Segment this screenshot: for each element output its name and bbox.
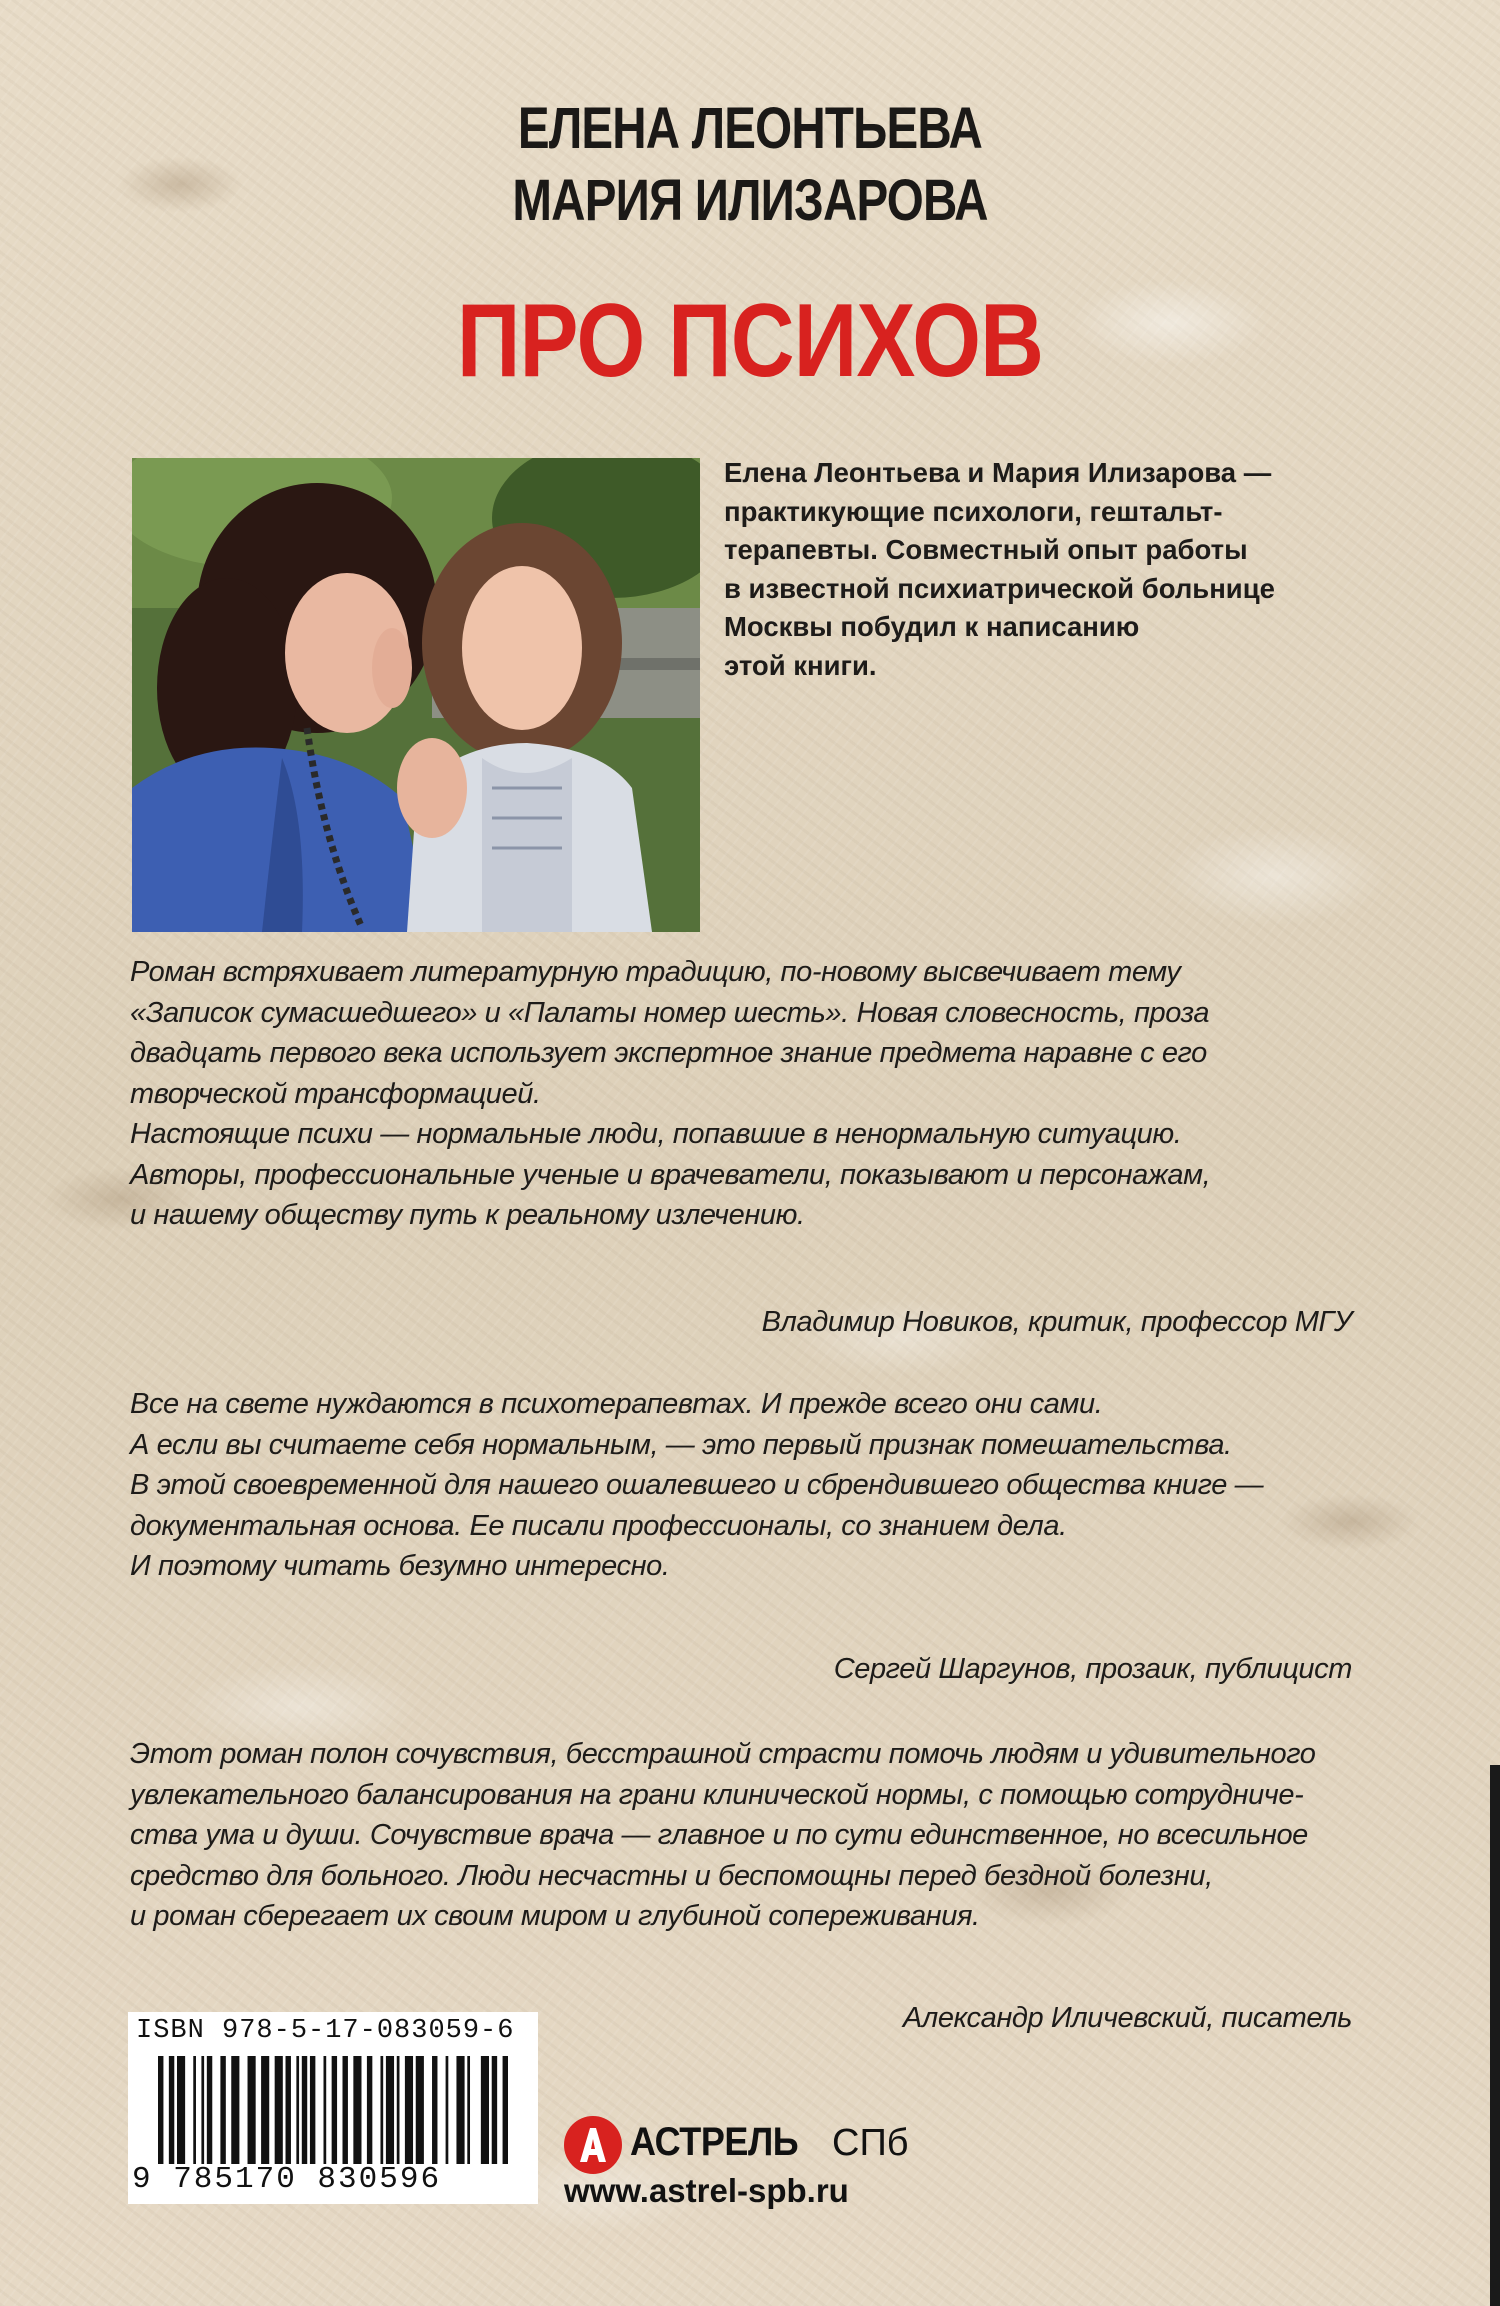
publisher-website: www.astrel-spb.ru	[564, 2172, 849, 2209]
barcode-bar	[467, 2056, 470, 2164]
author-name-2: МАРИЯ ИЛИЗАРОВА	[512, 168, 988, 233]
bio-line: в известной психиатрической больнице	[724, 572, 1275, 604]
bio-line: практикующие психологи, гештальт-	[724, 495, 1223, 527]
publisher-city: СПб	[832, 2122, 909, 2164]
quote-line: и роман сберегает их своим миром и глубиной сопереживания.	[130, 1900, 980, 1932]
quote-line: документальная основа. Ее писали профессионалы, со знанием дела.	[130, 1509, 1067, 1542]
quote-line: Роман встряхивает литературную традицию, по-новому высвечивает тему	[130, 956, 1181, 988]
review-quote-1	[130, 952, 1360, 1236]
barcode-bar	[343, 2056, 348, 2164]
review-attribution-3: Александр Иличевский, писатель	[902, 2002, 1352, 2034]
quote-line: В этой своевременной для нашего ошалевшего и сбрендившего общества книге —	[130, 1469, 1264, 1501]
barcode-bar	[492, 2056, 497, 2164]
authors-photo	[132, 458, 700, 932]
barcode-bar	[503, 2056, 508, 2164]
barcode-bar	[302, 2056, 307, 2164]
publisher-name: АСТРЕЛЬ	[630, 2120, 799, 2164]
barcode-bar	[275, 2056, 283, 2164]
edge-strip	[1490, 1765, 1500, 2306]
barcode-bar	[456, 2056, 464, 2164]
quote-line: Настоящие психи — нормальные люди, попавшие в ненормальную ситуацию.	[130, 1118, 1182, 1150]
barcode-bar	[405, 2056, 413, 2164]
quote-line: увлекательного балансирования на грани клинической нормы, с помощью сотрудниче-	[130, 1778, 1304, 1811]
authors-bio	[724, 454, 1364, 685]
quote-line: творческой трансформацией.	[130, 1077, 541, 1110]
quote-line: Все на свете нуждаются в психотерапевтах. И прежде всего они сами.	[130, 1388, 1103, 1420]
barcode-bar	[310, 2056, 315, 2164]
barcode-bar	[416, 2056, 424, 2164]
astrel-a-logo-icon	[562, 2114, 624, 2176]
barcode-bar	[386, 2056, 394, 2164]
quote-line: Авторы, профессиональные ученые и врачеватели, показывают и персонажам,	[130, 1158, 1211, 1191]
review-attribution-2: Сергей Шаргунов, прозаик, публицист	[833, 1653, 1352, 1685]
quote-line: двадцать первого века использует экспертное знание предмета наравне с его	[130, 1037, 1207, 1069]
barcode-bar	[261, 2056, 269, 2164]
barcode-bar	[193, 2056, 196, 2164]
review-quote-3	[130, 1734, 1360, 1937]
barcode-bar	[220, 2056, 225, 2164]
isbn-text: ISBN 978-5-17-083059-6	[136, 2016, 515, 2046]
quote-line: Этот роман полон сочувствия, бесстрашной страсти помочь людям и удивительного	[130, 1738, 1316, 1770]
barcode-bar	[158, 2056, 163, 2164]
author-name-1: ЕЛЕНА ЛЕОНТЬЕВА	[517, 96, 983, 161]
barcode-bar	[367, 2056, 372, 2164]
barcode-bar	[286, 2056, 291, 2164]
barcode-bar	[332, 2056, 337, 2164]
quote-line: средство для больного. Люди несчастны и беспомощны перед бездной болезни,	[130, 1859, 1213, 1892]
barcode-bar	[248, 2056, 256, 2164]
barcode-bar	[231, 2056, 239, 2164]
quote-line: И поэтому читать безумно интересно.	[130, 1550, 670, 1582]
barcode-bar	[324, 2056, 327, 2164]
barcode-bar	[296, 2056, 299, 2164]
barcode-bar	[207, 2056, 212, 2164]
barcode-bar	[432, 2056, 437, 2164]
barcode-bar	[446, 2056, 449, 2164]
barcode-bar	[169, 2056, 174, 2164]
bio-line: Елена Леонтьева и Мария Илизарова —	[724, 457, 1272, 488]
quote-line: «Записок сумасшедшего» и «Палаты номер шесть». Новая словесность, проза	[130, 996, 1210, 1029]
barcode-bar	[353, 2056, 361, 2164]
book-title: ПРО ПСИХОВ	[456, 283, 1044, 399]
barcode-bars	[158, 2056, 508, 2164]
barcode-bar	[201, 2056, 204, 2164]
quote-line: и нашему обществу путь к реальному излечению.	[130, 1199, 805, 1231]
bio-line: этой книги.	[724, 649, 877, 681]
review-attribution-1: Владимир Новиков, критик, профессор МГУ	[761, 1306, 1352, 1338]
ean-digits: 9 785170 830596	[132, 2162, 442, 2197]
barcode-bar	[397, 2056, 400, 2164]
bio-line: Москвы побудил к написанию	[724, 611, 1140, 642]
barcode-bar	[177, 2056, 185, 2164]
review-quote-2	[130, 1384, 1360, 1587]
bio-line: терапевты. Совместный опыт работы	[724, 534, 1248, 565]
quote-line: А если вы считаете себя нормальным, — это первый признак помешательства.	[130, 1428, 1232, 1461]
barcode-bar	[380, 2056, 383, 2164]
quote-line: ства ума и души. Сочувствие врача — главное и по сути единственное, но всесильное	[130, 1819, 1308, 1851]
barcode-bar	[481, 2056, 489, 2164]
isbn-barcode	[128, 2012, 538, 2204]
